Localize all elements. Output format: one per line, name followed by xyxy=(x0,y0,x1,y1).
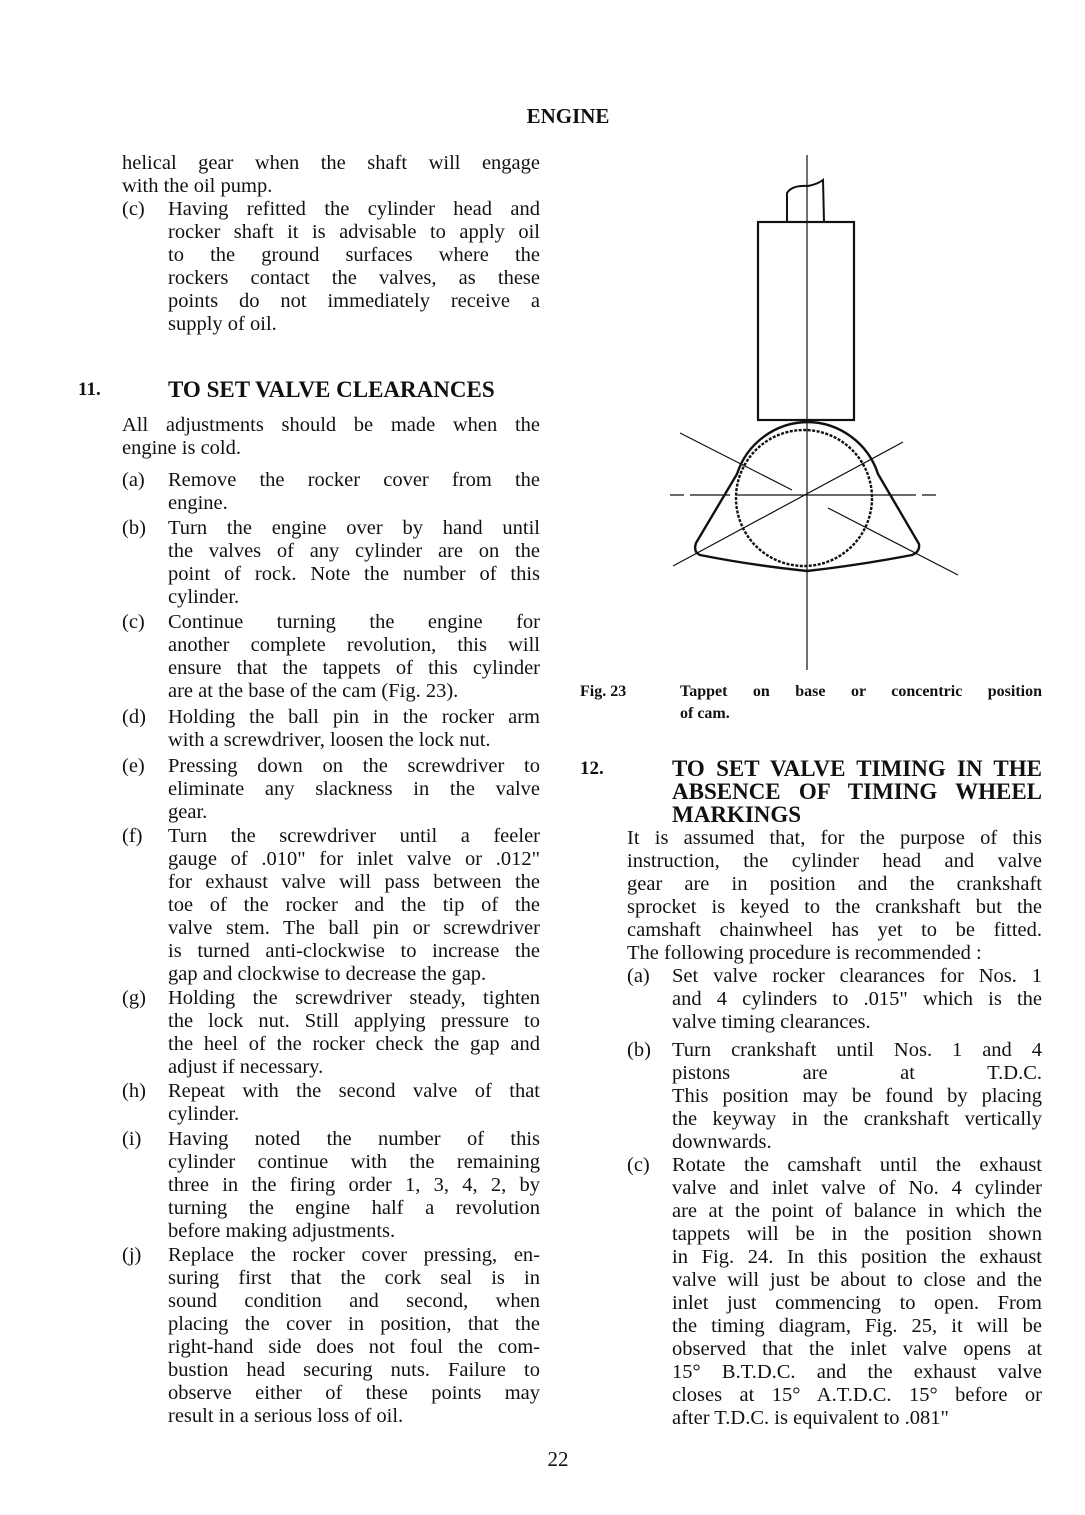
caption-line: Tappet on base or concentric position xyxy=(680,683,1042,700)
text-line: with the oil pump. xyxy=(122,175,273,197)
text-line: The following procedure is recommended : xyxy=(627,942,982,964)
text-line: MARKINGS xyxy=(672,803,802,826)
text-line: the valves of any cylinder are on the xyxy=(168,540,540,562)
text-line: engine. xyxy=(168,492,228,514)
text-line: gauge of .010" for inlet valve or .012" xyxy=(168,848,540,870)
step-label: (h) xyxy=(122,1080,146,1102)
section-number: 12. xyxy=(580,758,604,779)
base-circle xyxy=(736,430,872,566)
text-line: Having refitted the cylinder head and xyxy=(168,198,540,220)
step-label: (i) xyxy=(122,1128,142,1150)
step-label: (c) xyxy=(122,198,145,220)
text-line: ABSENCE OF TIMING WHEEL xyxy=(672,780,1042,803)
text-line: valve will just be about to close and the xyxy=(672,1269,1042,1291)
text-line: placing the cover in position, that the xyxy=(168,1313,540,1335)
text-line: another complete revolution, this will xyxy=(168,634,540,656)
text-line: point of rock. Note the number of this xyxy=(168,563,540,585)
text-line: Remove the rocker cover from the xyxy=(168,469,540,491)
running-header: ENGINE xyxy=(526,104,610,128)
text-line: Pressing down on the screwdriver to xyxy=(168,755,540,777)
text-line: are at the base of the cam (Fig. 23). xyxy=(168,680,459,702)
step-label: (c) xyxy=(122,611,145,633)
step-label: (a) xyxy=(627,965,650,987)
text-line: Having noted the number of this xyxy=(168,1128,540,1150)
text-line: gear are in position and the crankshaft xyxy=(627,873,1042,895)
step-item xyxy=(627,1154,1042,1430)
step-item xyxy=(627,1039,1042,1154)
text-line: Rotate the camshaft until the exhaust xyxy=(672,1154,1042,1176)
text-line: sprocket is keyed to the crankshaft but the xyxy=(627,896,1042,918)
step-label: (j) xyxy=(122,1244,142,1266)
text-line: the keyway in the crankshaft vertically xyxy=(672,1108,1042,1130)
text-line: in Fig. 24. In this position the exhaust xyxy=(672,1246,1042,1268)
step-label: (d) xyxy=(122,706,146,728)
text-line: Repeat with the second valve of that xyxy=(168,1080,540,1102)
text-line: valve stem. The ball pin or screwdriver xyxy=(168,917,540,939)
step-item xyxy=(122,706,540,752)
figure-caption xyxy=(580,681,1042,725)
text-line: 15° B.T.D.C. and the exhaust valve xyxy=(672,1361,1042,1383)
step-item xyxy=(122,1080,540,1126)
text-line: to the ground surfaces where the xyxy=(168,244,540,266)
text-line: cylinder. xyxy=(168,1103,240,1125)
step-item xyxy=(122,1244,540,1428)
text-line: with a screwdriver, loosen the lock nut. xyxy=(168,729,491,751)
section-number: 11. xyxy=(78,379,101,400)
page-number: 22 xyxy=(547,1447,569,1471)
paragraph xyxy=(627,827,1042,965)
text-line: inlet just commencing to open. From xyxy=(672,1292,1042,1314)
text-line: TO SET VALVE CLEARANCES xyxy=(168,378,495,401)
step-item xyxy=(122,1128,540,1243)
text-line: downwards. xyxy=(672,1131,772,1153)
text-line: This position may be found by placing xyxy=(672,1085,1042,1107)
text-line: TO SET VALVE TIMING IN THE xyxy=(672,757,1042,780)
text-line: observe either of these points may xyxy=(168,1382,540,1404)
text-line: turning the engine half a revolution xyxy=(168,1197,540,1219)
section-heading xyxy=(580,757,1042,826)
step-label: (a) xyxy=(122,469,145,491)
text-line: valve timing clearances. xyxy=(672,1011,871,1033)
step-item xyxy=(122,825,540,986)
text-line: closes at 15° A.T.D.C. 15° before or xyxy=(672,1384,1042,1406)
text-line: instruction, the cylinder head and valve xyxy=(627,850,1042,872)
step-item xyxy=(122,755,540,824)
figure-number: Fig. 23 xyxy=(580,683,627,700)
text-line: ensure that the tappets of this cylinder xyxy=(168,657,540,679)
text-line: Replace the rocker cover pressing, en- xyxy=(168,1244,540,1266)
text-line: the heel of the rocker check the gap and xyxy=(168,1033,540,1055)
step-item xyxy=(627,965,1042,1034)
text-line: Holding the screwdriver steady, tighten xyxy=(168,987,540,1009)
text-line: for exhaust valve will pass between the xyxy=(168,871,540,893)
text-line: Turn the engine over by hand until xyxy=(168,517,540,539)
tappet xyxy=(758,222,854,420)
text-line: before making adjustments. xyxy=(168,1220,396,1242)
step-label: (g) xyxy=(122,987,146,1009)
step-label: (f) xyxy=(122,825,143,847)
text-line: Turn crankshaft until Nos. 1 and 4 xyxy=(672,1039,1042,1061)
text-line: toe of the rocker and the tip of the xyxy=(168,894,540,916)
text-line: bustion head securing nuts. Failure to xyxy=(168,1359,540,1381)
step-label: (e) xyxy=(122,755,145,777)
step-label: (b) xyxy=(122,517,146,539)
text-line: Turn the screwdriver until a feeler xyxy=(168,825,540,847)
text-line: after T.D.C. is equivalent to .081" xyxy=(672,1407,949,1429)
text-line: Continue turning the engine for xyxy=(168,611,540,633)
step-label: (b) xyxy=(627,1039,651,1061)
text-line: suring first that the cork seal is in xyxy=(168,1267,540,1289)
text-line: engine is cold. xyxy=(122,437,241,459)
text-line: cylinder. xyxy=(168,586,240,608)
text-line: are at the point of balance in which the xyxy=(672,1200,1042,1222)
step-label: (c) xyxy=(627,1154,650,1176)
text-line: cylinder continue with the remaining xyxy=(168,1151,540,1173)
text-line: is turned anti-clockwise to increase the xyxy=(168,940,540,962)
text-line: supply of oil. xyxy=(168,313,277,335)
text-line: and 4 cylinders to .015" which is the xyxy=(672,988,1042,1010)
text-line: three in the firing order 1, 3, 4, 2, by xyxy=(168,1174,540,1196)
text-line: tappets will be in the position shown xyxy=(672,1223,1042,1245)
text-line: the lock nut. Still applying pressure to xyxy=(168,1010,540,1032)
text-line: eliminate any slackness in the valve xyxy=(168,778,540,800)
text-line: camshaft chainwheel has yet to be fitted. xyxy=(627,919,1042,941)
text-line: right-hand side does not foul the com- xyxy=(168,1336,540,1358)
text-line: pistons are at T.D.C. xyxy=(672,1062,1042,1084)
text-line: points do not immediately receive a xyxy=(168,290,540,312)
text-line: the timing diagram, Fig. 25, it will be xyxy=(672,1315,1042,1337)
step-item xyxy=(122,987,540,1079)
text-line: Holding the ball pin in the rocker arm xyxy=(168,706,540,728)
text-line: observed that the inlet valve opens at xyxy=(672,1338,1042,1360)
text-line: Set valve rocker clearances for Nos. 1 xyxy=(672,965,1042,987)
text-line: valve and inlet valve of No. 4 cylinder xyxy=(672,1177,1042,1199)
text-line: result in a serious loss of oil. xyxy=(168,1405,404,1427)
text-line: gap and clockwise to decrease the gap. xyxy=(168,963,487,985)
text-line: It is assumed that, for the purpose of this xyxy=(627,827,1042,849)
text-line: All adjustments should be made when the xyxy=(122,414,540,436)
caption-line: of cam. xyxy=(680,705,730,722)
text-line: sound condition and second, when xyxy=(168,1290,540,1312)
text-line: rockers contact the valves, as these xyxy=(168,267,540,289)
text-line: rocker shaft it is advisable to apply oil xyxy=(168,221,540,243)
text-line: adjust if necessary. xyxy=(168,1056,324,1078)
fig-23-tappet-cam-diagram xyxy=(0,0,1085,690)
valve-stem xyxy=(787,180,824,222)
text-line: helical gear when the shaft will engage xyxy=(122,152,540,174)
text-line: gear. xyxy=(168,801,208,823)
